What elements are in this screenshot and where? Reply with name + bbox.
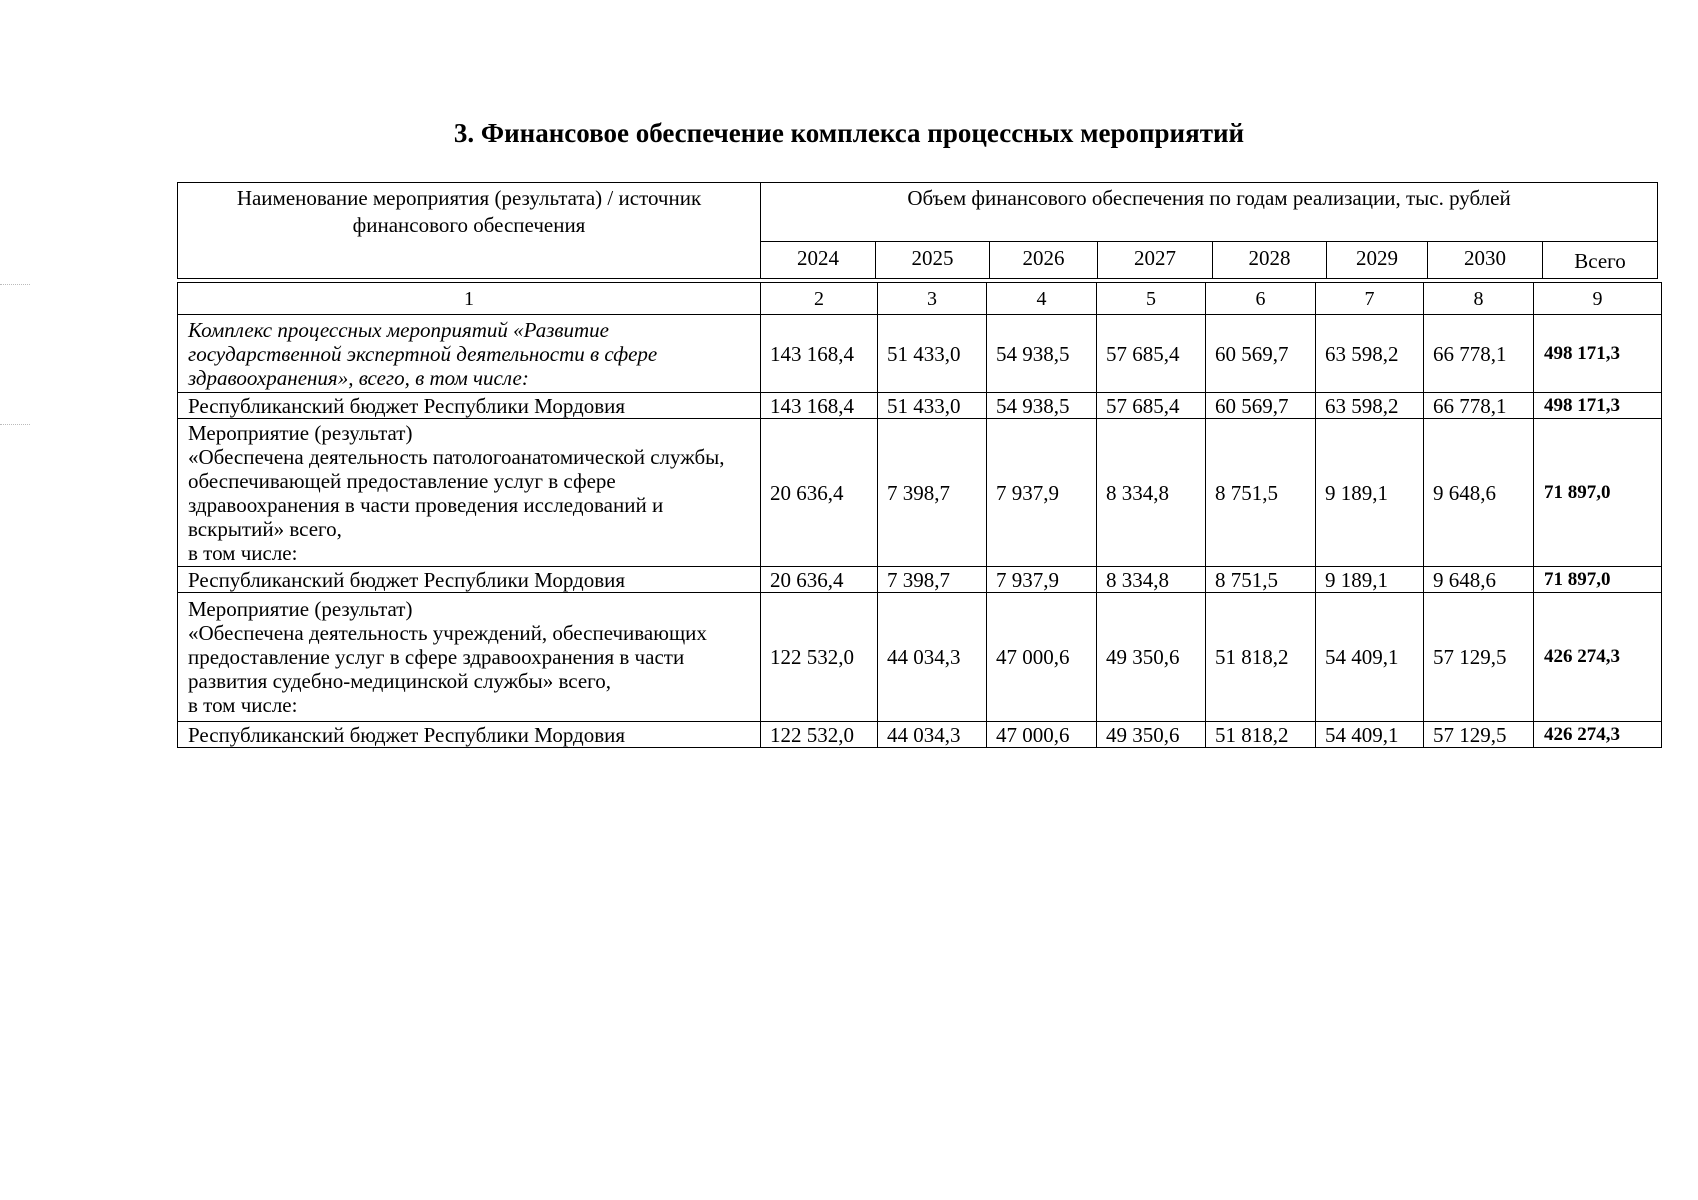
value-cell: 66 778,1	[1424, 393, 1534, 419]
value-cell: 54 409,1	[1316, 722, 1424, 748]
value-cell: 9 648,6	[1424, 567, 1534, 593]
value-cell: 122 532,0	[761, 593, 878, 722]
value-cell: 49 350,6	[1097, 593, 1206, 722]
value-cell: 20 636,4	[761, 567, 878, 593]
value-cell: 54 938,5	[987, 393, 1097, 419]
column-number: 5	[1097, 283, 1206, 315]
value-cell: 9 648,6	[1424, 419, 1534, 567]
table-row	[178, 593, 1662, 722]
value-cell: 63 598,2	[1316, 315, 1424, 393]
value-cell: 7 937,9	[987, 419, 1097, 567]
table-row	[178, 722, 1662, 748]
total-cell: 498 171,3	[1534, 315, 1662, 393]
scan-margin-mark	[0, 424, 30, 426]
header-table	[177, 182, 1658, 279]
year-header: 2026	[990, 242, 1098, 279]
total-cell: 498 171,3	[1534, 393, 1662, 419]
column-number: 7	[1316, 283, 1424, 315]
value-cell: 8 751,5	[1206, 419, 1316, 567]
year-header: 2030	[1428, 242, 1543, 279]
total-header: Всего	[1543, 242, 1658, 279]
column-number: 9	[1534, 283, 1662, 315]
total-cell: 71 897,0	[1534, 419, 1662, 567]
row-label: Республиканский бюджет Республики Мордовия	[178, 393, 761, 419]
value-cell: 66 778,1	[1424, 315, 1534, 393]
value-cell: 9 189,1	[1316, 419, 1424, 567]
value-cell: 8 334,8	[1097, 419, 1206, 567]
value-cell: 47 000,6	[987, 722, 1097, 748]
value-cell: 60 569,7	[1206, 393, 1316, 419]
value-cell: 57 129,5	[1424, 722, 1534, 748]
table-row	[178, 315, 1662, 393]
value-cell: 57 685,4	[1097, 315, 1206, 393]
value-cell: 8 751,5	[1206, 567, 1316, 593]
value-cell: 60 569,7	[1206, 315, 1316, 393]
year-header: 2024	[761, 242, 876, 279]
column-number: 8	[1424, 283, 1534, 315]
value-cell: 143 168,4	[761, 393, 878, 419]
value-cell: 122 532,0	[761, 722, 878, 748]
row-label: Мероприятие (результат) «Обеспечена деятельность патологоанатомической службы, обеспечивающей предоставление услуг в сфере здравоохранения в части проведения исследований и вскрытий» всего, в том числе:	[178, 419, 761, 567]
value-cell: 8 334,8	[1097, 567, 1206, 593]
scan-margin-mark	[0, 284, 30, 286]
value-cell: 44 034,3	[878, 722, 987, 748]
year-header: 2029	[1327, 242, 1428, 279]
row-label: Мероприятие (результат) «Обеспечена деятельность учреждений, обеспечивающих предоставление услуг в сфере здравоохранения в части развития судебно-медицинской службы» всего, в том числе:	[178, 593, 761, 722]
table-row	[178, 419, 1662, 567]
value-cell: 49 350,6	[1097, 722, 1206, 748]
value-cell: 7 398,7	[878, 419, 987, 567]
name-column-header: Наименование мероприятия (результата) / источник финансового обеспечения	[178, 183, 761, 279]
value-cell: 20 636,4	[761, 419, 878, 567]
column-number: 4	[987, 283, 1097, 315]
column-number: 2	[761, 283, 878, 315]
value-cell: 51 433,0	[878, 315, 987, 393]
total-cell: 426 274,3	[1534, 722, 1662, 748]
financing-table	[177, 282, 1662, 748]
value-cell: 51 818,2	[1206, 593, 1316, 722]
value-cell: 7 398,7	[878, 567, 987, 593]
value-cell: 51 433,0	[878, 393, 987, 419]
value-cell: 9 189,1	[1316, 567, 1424, 593]
table-row	[178, 567, 1662, 593]
year-header: 2028	[1213, 242, 1327, 279]
value-cell: 44 034,3	[878, 593, 987, 722]
value-cell: 51 818,2	[1206, 722, 1316, 748]
page-title: 3. Финансовое обеспечение комплекса процессных мероприятий	[453, 118, 1245, 148]
column-number: 6	[1206, 283, 1316, 315]
value-cell: 54 409,1	[1316, 593, 1424, 722]
value-cell: 54 938,5	[987, 315, 1097, 393]
row-label: Республиканский бюджет Республики Мордовия	[178, 722, 761, 748]
total-cell: 71 897,0	[1534, 567, 1662, 593]
year-header: 2025	[876, 242, 990, 279]
value-cell: 7 937,9	[987, 567, 1097, 593]
table-row	[178, 393, 1662, 419]
value-cell: 57 129,5	[1424, 593, 1534, 722]
value-cell: 63 598,2	[1316, 393, 1424, 419]
column-number-row	[178, 283, 1662, 315]
year-header: 2027	[1098, 242, 1213, 279]
value-cell: 47 000,6	[987, 593, 1097, 722]
column-number: 1	[178, 283, 761, 315]
column-number: 3	[878, 283, 987, 315]
row-label: Комплекс процессных мероприятий «Развитие государственной экспертной деятельности в сфере здравоохранения», всего, в том числе:	[178, 315, 761, 393]
value-cell: 57 685,4	[1097, 393, 1206, 419]
row-label: Республиканский бюджет Республики Мордовия	[178, 567, 761, 593]
total-cell: 426 274,3	[1534, 593, 1662, 722]
value-cell: 143 168,4	[761, 315, 878, 393]
volume-column-header: Объем финансового обеспечения по годам реализации, тыс. рублей	[761, 183, 1658, 242]
